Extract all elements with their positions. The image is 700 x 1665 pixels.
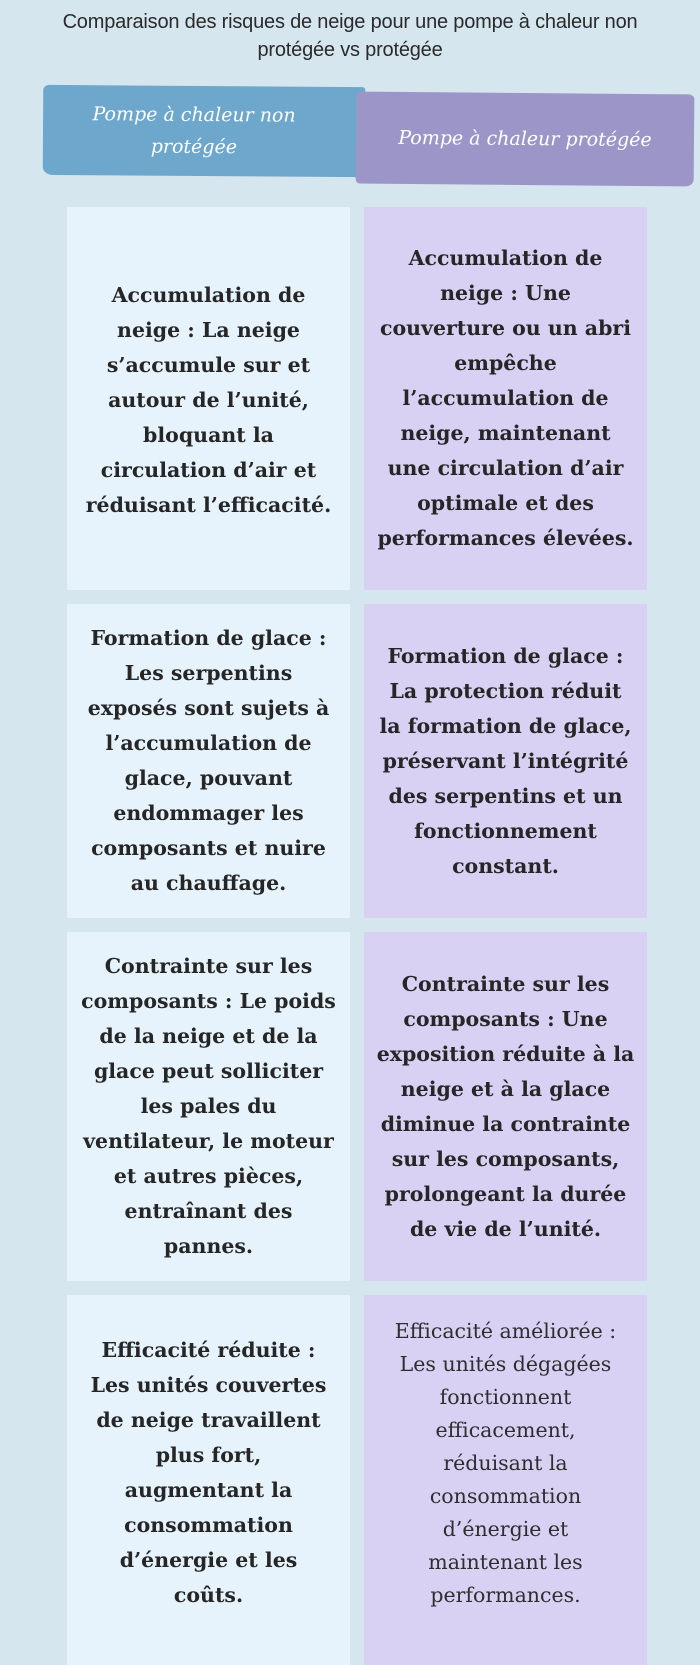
cell-text: Contrainte sur les composants : Le poids de la neige et de la glace peut solliciter les pales du ventilateur, le moteur et autres pièces, entraînant des pannes. xyxy=(81,954,336,1258)
comparison-cell-unprotected-snow-accumulation xyxy=(67,207,350,590)
column-header-unprotected-label: Pompe à chaleur non protégée xyxy=(92,103,296,159)
column-header-unprotected xyxy=(43,85,366,177)
comparison-cell-protected-component-stress xyxy=(364,932,647,1281)
cell-text: Contrainte sur les composants : Une exposition réduite à la neige et à la glace diminue la contrainte sur les composants, prolongeant la durée de vie de l’unité. xyxy=(376,971,635,1241)
cell-text: Efficacité réduite : Les unités couvertes de neige travaillent plus fort, augmentant la consommation d’énergie et les coûts. xyxy=(90,1338,327,1607)
comparison-cell-protected-snow-accumulation xyxy=(364,207,647,590)
column-header-protected-label: Pompe à chaleur protégée xyxy=(398,126,652,152)
comparison-cell-unprotected-component-stress xyxy=(67,932,350,1281)
comparison-cell-protected-ice-formation xyxy=(364,604,647,918)
cell-text: Efficacité améliorée : Les unités dégagées fonctionnent efficacement, réduisant la consommation d’énergie et maintenant les performances. xyxy=(394,1319,617,1607)
page-title: Comparaison des risques de neige pour une pompe à chaleur non protégée vs protégée xyxy=(62,11,638,61)
comparison-cell-unprotected-efficiency xyxy=(67,1295,350,1665)
cell-text: Accumulation de neige : La neige s’accumule sur et autour de l’unité, bloquant la circulation d’air et réduisant l’efficacité. xyxy=(85,283,332,517)
comparison-cell-unprotected-ice-formation xyxy=(67,604,350,918)
cell-text: Formation de glace : La protection réduit la formation de glace, préservant l’intégrité des serpentins et un fonctionnement constant. xyxy=(379,643,632,878)
cell-text: Accumulation de neige : Une couverture ou un abri empêche l’accumulation de neige, maintenant une circulation d’air optimale et des performances élevées. xyxy=(377,246,634,550)
column-header-protected xyxy=(356,92,695,187)
comparison-cell-protected-efficiency xyxy=(364,1295,647,1665)
cell-text: Formation de glace : Les serpentins exposés sont sujets à l’accumulation de glace, pouvant endommager les composants et nuire au chauffage. xyxy=(87,626,330,895)
